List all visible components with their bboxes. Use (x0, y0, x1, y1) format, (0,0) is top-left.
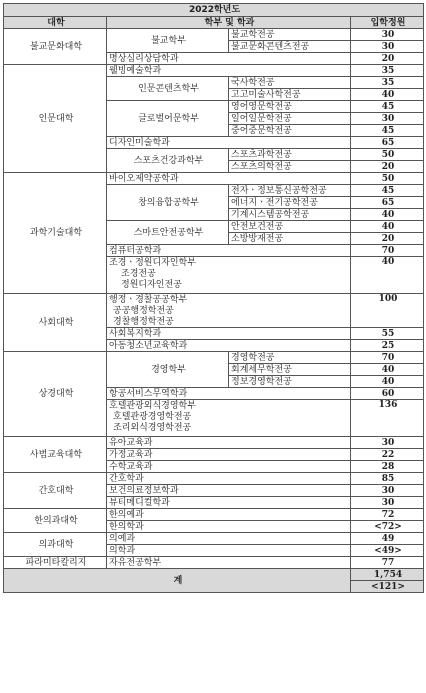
major-cell: 기계시스템공학전공 (229, 209, 351, 221)
dept-cell: 보건의료정보학과 (107, 485, 351, 497)
dept-cell: 바이오제약공학과 (107, 173, 351, 185)
major-cell: 경영학전공 (229, 352, 351, 364)
major-cell: 영어영문학전공 (229, 101, 351, 113)
major-cell: 고고미술사학전공 (229, 89, 351, 101)
quota-cell: 40 (351, 364, 424, 376)
major-cell: 공공행정학전공 (107, 305, 351, 316)
college-cell: 인문대학 (4, 65, 107, 173)
dept-cell: 컴퓨터공학과 (107, 245, 351, 257)
dept-cell: 창의융합공학부 (107, 185, 229, 221)
table-row (4, 173, 424, 185)
dept-cell: 행정ㆍ경찰공공학부 (107, 294, 351, 306)
year-title: 2022학년도 (4, 4, 424, 17)
major-cell: 스포츠의학전공 (229, 161, 351, 173)
quota-cell: 72 (351, 509, 424, 521)
college-cell: 의과대학 (4, 533, 107, 557)
major-cell: 안전보건전공 (229, 221, 351, 233)
major-cell: 호텔관광경영학전공 (107, 411, 351, 422)
quota-cell: 49 (351, 533, 424, 545)
dept-cell: 유아교육과 (107, 437, 351, 449)
college-cell: 상경대학 (4, 352, 107, 437)
dept-cell: 간호학과 (107, 473, 351, 485)
dept-cell: 명상심리상담학과 (107, 53, 351, 65)
dept-cell: 수학교육과 (107, 461, 351, 473)
dept-cell: 뷰티메디컬학과 (107, 497, 351, 509)
table-row (4, 509, 424, 521)
quota-cell: 70 (351, 245, 424, 257)
college-cell: 파라미타칼리지 (4, 557, 107, 569)
major-cell: 회계세무학전공 (229, 364, 351, 376)
dept-cell: 의예과 (107, 533, 351, 545)
dept-cell: 한의예과 (107, 509, 351, 521)
table-row (4, 473, 424, 485)
major-cell: 불교문화콘텐츠전공 (229, 41, 351, 53)
year-row (4, 4, 424, 17)
quota-cell: 60 (351, 388, 424, 400)
dept-cell: 항공서비스무역학과 (107, 388, 351, 400)
college-cell: 불교문화대학 (4, 29, 107, 65)
dept-cell: 스마트안전공학부 (107, 221, 229, 245)
table-row (4, 29, 424, 41)
quota-cell: 85 (351, 473, 424, 485)
col-quota-header: 입학정원 (351, 17, 424, 29)
quota-cell: 35 (351, 77, 424, 89)
dept-cell: 불교학부 (107, 29, 229, 53)
quota-cell: 45 (351, 101, 424, 113)
quota-cell: <72> (351, 521, 424, 533)
quota-cell: 65 (351, 137, 424, 149)
dept-cell: 호텔관광외식경영학부 (107, 400, 351, 412)
quota-cell: <49> (351, 545, 424, 557)
quota-cell: 20 (351, 53, 424, 65)
quota-cell: 30 (351, 485, 424, 497)
total-label: 계 (4, 569, 351, 593)
quota-cell: 45 (351, 125, 424, 137)
quota-cell: 35 (351, 65, 424, 77)
quota-cell: 40 (351, 376, 424, 388)
table-row (4, 352, 424, 364)
quota-cell: 77 (351, 557, 424, 569)
dept-cell: 조경ㆍ정원디자인학부 (107, 257, 351, 269)
major-cell: 일어일문학전공 (229, 113, 351, 125)
major-cell: 소방방재전공 (229, 233, 351, 245)
quota-cell: 20 (351, 233, 424, 245)
quota-cell: 55 (351, 328, 424, 340)
table-row (4, 437, 424, 449)
quota-cell: 30 (351, 437, 424, 449)
quota-cell: 40 (351, 257, 424, 294)
college-cell: 한의과대학 (4, 509, 107, 533)
quota-cell: 70 (351, 352, 424, 364)
quota-cell: 136 (351, 400, 424, 437)
major-cell: 조경전공 (107, 268, 351, 279)
total-quota: 1,754 (351, 569, 424, 581)
college-cell: 사범교육대학 (4, 437, 107, 473)
admission-quota-table (3, 3, 424, 593)
quota-cell: 45 (351, 185, 424, 197)
table-row (4, 557, 424, 569)
major-cell: 정원디자인전공 (107, 279, 351, 290)
table-row (4, 294, 424, 306)
dept-cell: 글로벌어문학부 (107, 101, 229, 137)
quota-cell: 22 (351, 449, 424, 461)
major-cell: 불교학전공 (229, 29, 351, 41)
dept-cell: 한의학과 (107, 521, 351, 533)
dept-cell: 가정교육과 (107, 449, 351, 461)
quota-cell: 20 (351, 161, 424, 173)
quota-cell: 30 (351, 497, 424, 509)
dept-cell: 자유전공학부 (107, 557, 351, 569)
quota-cell: 40 (351, 209, 424, 221)
dept-cell: 아동청소년교육학과 (107, 340, 351, 352)
quota-cell: 30 (351, 41, 424, 53)
total-quota-extra: <121> (351, 581, 424, 593)
major-cell: 전자ㆍ정보통신공학전공 (229, 185, 351, 197)
quota-cell: 40 (351, 221, 424, 233)
col-college-header: 대학 (4, 17, 107, 29)
table-row (4, 533, 424, 545)
dept-cell: 디자인미술학과 (107, 137, 351, 149)
quota-cell: 100 (351, 294, 424, 328)
quota-cell: 50 (351, 173, 424, 185)
quota-cell: 25 (351, 340, 424, 352)
dept-cell: 사회복지학과 (107, 328, 351, 340)
quota-cell: 30 (351, 29, 424, 41)
table-row (4, 65, 424, 77)
dept-cell: 인문콘텐츠학부 (107, 77, 229, 101)
major-cell: 조리외식경영학전공 (107, 422, 351, 433)
quota-cell: 40 (351, 89, 424, 101)
major-cell: 스포츠과학전공 (229, 149, 351, 161)
major-cell: 국사학전공 (229, 77, 351, 89)
college-cell: 간호대학 (4, 473, 107, 509)
quota-cell: 50 (351, 149, 424, 161)
col-dept-header: 학부 및 학과 (107, 17, 351, 29)
college-cell: 과학기술대학 (4, 173, 107, 294)
dept-cell: 의학과 (107, 545, 351, 557)
dept-cell: 경영학부 (107, 352, 229, 388)
quota-cell: 30 (351, 113, 424, 125)
total-row (4, 569, 424, 581)
major-cell: 경찰행정학전공 (107, 316, 351, 328)
quota-cell: 28 (351, 461, 424, 473)
dept-cell: 스포츠건강과학부 (107, 149, 229, 173)
dept-cell: 웰빙예술학과 (107, 65, 351, 77)
quota-cell: 65 (351, 197, 424, 209)
major-cell: 중어중문학전공 (229, 125, 351, 137)
header-row (4, 17, 424, 29)
major-cell: 에너지ㆍ전기공학전공 (229, 197, 351, 209)
college-cell: 사회대학 (4, 294, 107, 352)
major-cell: 정보경영학전공 (229, 376, 351, 388)
